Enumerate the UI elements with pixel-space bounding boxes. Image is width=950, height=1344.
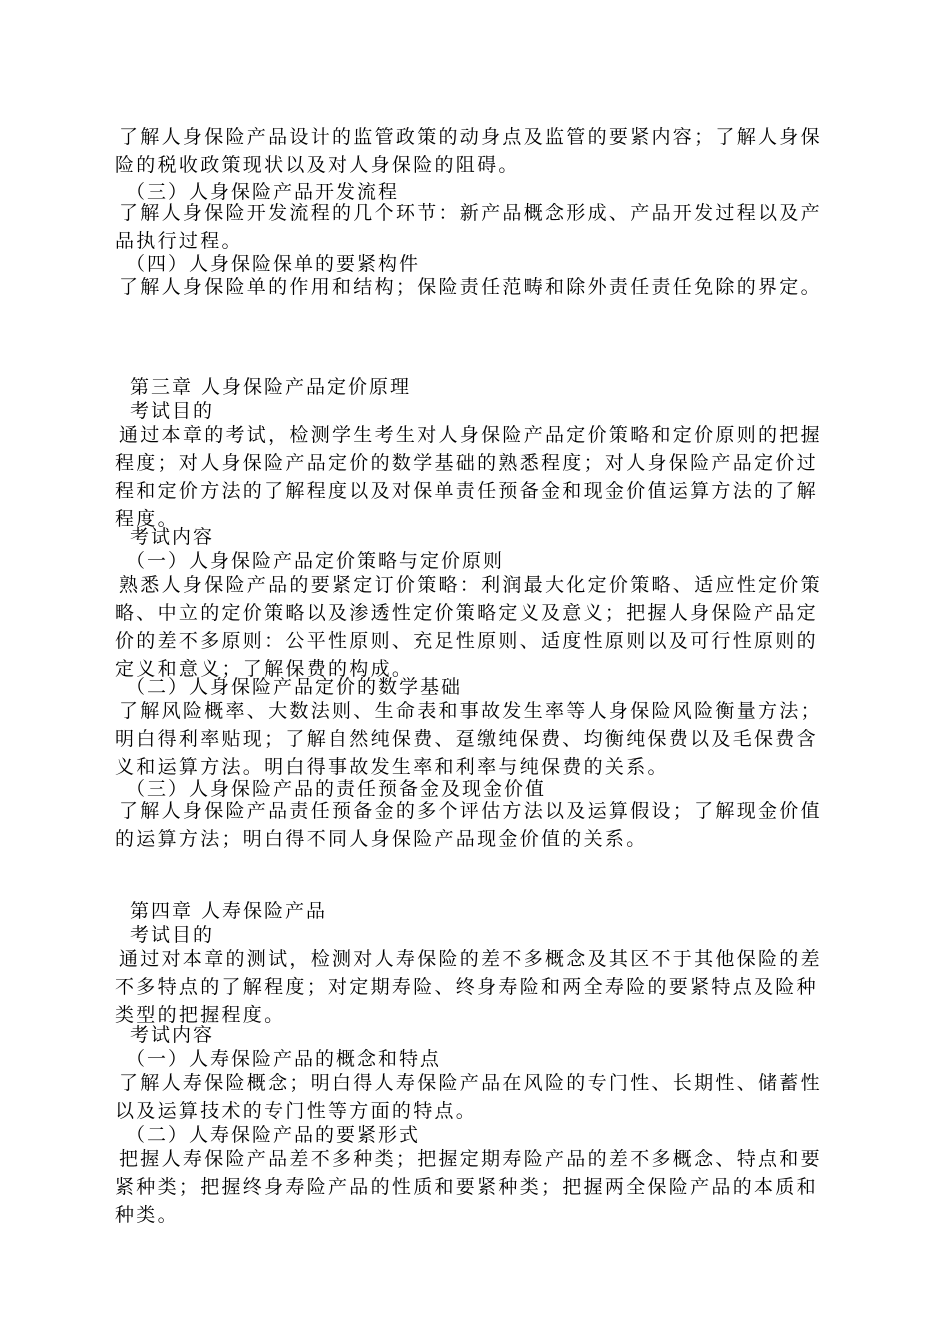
paragraph: 通过对本章的测试，检测对人寿保险的差不多概念及其区不于其他保险的差不多特点的了解程度；对定期寿险、终身寿险和两全寿险的要紧特点及险种类型的把握程度。 [115, 948, 822, 1026]
section-subheading: （一）人寿保险产品的概念和特点 [126, 1048, 442, 1070]
paragraph: 了解人身保险开发流程的几个环节：新产品概念形成、产品开发过程以及产品执行过程。 [115, 202, 822, 252]
paragraph: 了解人身保险产品设计的监管政策的动身点及监管的要紧内容；了解人身保险的税收政策现状以及对人身保险的阻碍。 [115, 126, 822, 176]
section-subheading: （四）人身保险保单的要紧构件 [126, 253, 421, 275]
section-subheading: （三）人身保险产品的责任预备金及现金价值 [126, 778, 547, 800]
paragraph: 把握人寿保险产品差不多种类；把握定期寿险产品的差不多概念、特点和要紧种类；把握终身寿险产品的性质和要紧种类；把握两全保险产品的本质和种类。 [115, 1148, 822, 1226]
section-subheading: （三）人身保险产品开发流程 [126, 181, 400, 203]
section-label: 考试内容 [130, 1024, 215, 1046]
chapter-heading: 第四章 人寿保险产品 [130, 900, 328, 922]
section-label: 考试目的 [130, 400, 215, 422]
paragraph: 了解人寿保险概念；明白得人寿保险产品在风险的专门性、长期性、储蓄性以及运算技术的专门性等方面的特点。 [115, 1072, 822, 1122]
paragraph: 了解人身保险单的作用和结构；保险责任范畴和除外责任责任免除的界定。 [119, 276, 822, 298]
paragraph: 熟悉人身保险产品的要紧定订价策略：利润最大化定价策略、适应性定价策略、中立的定价策略以及渗透性定价策略定义及意义；把握人身保险产品定价的差不多原则：公平性原则、充足性原则、适度性原则以及可行性原则的定义和意义；了解保费的构成。 [115, 574, 822, 680]
section-subheading: （一）人身保险产品定价策略与定价原则 [126, 550, 505, 572]
section-label: 考试内容 [130, 526, 215, 548]
paragraph: 了解人身保险产品责任预备金的多个评估方法以及运算假设；了解现金价值的运算方法；明白得不同人身保险产品现金价值的关系。 [115, 800, 822, 850]
section-label: 考试目的 [130, 924, 215, 946]
section-subheading: （二）人寿保险产品的要紧形式 [126, 1124, 421, 1146]
paragraph: 通过本章的考试，检测学生考生对人身保险产品定价策略和定价原则的把握程度；对人身保险产品定价的数学基础的熟悉程度；对人身保险产品定价过程和定价方法的了解程度以及对保单责任预备金和现金价值运算方法的了解程度。 [115, 424, 822, 530]
section-subheading: （二）人身保险产品定价的数学基础 [126, 676, 463, 698]
chapter-heading: 第三章 人身保险产品定价原理 [130, 376, 412, 398]
paragraph: 了解风险概率、大数法则、生命表和事故发生率等人身保险风险衡量方法；明白得利率贴现；了解自然纯保费、趸缴纯保费、均衡纯保费以及毛保费含义和运算方法。明白得事故发生率和利率与纯保费的关系。 [115, 700, 822, 778]
